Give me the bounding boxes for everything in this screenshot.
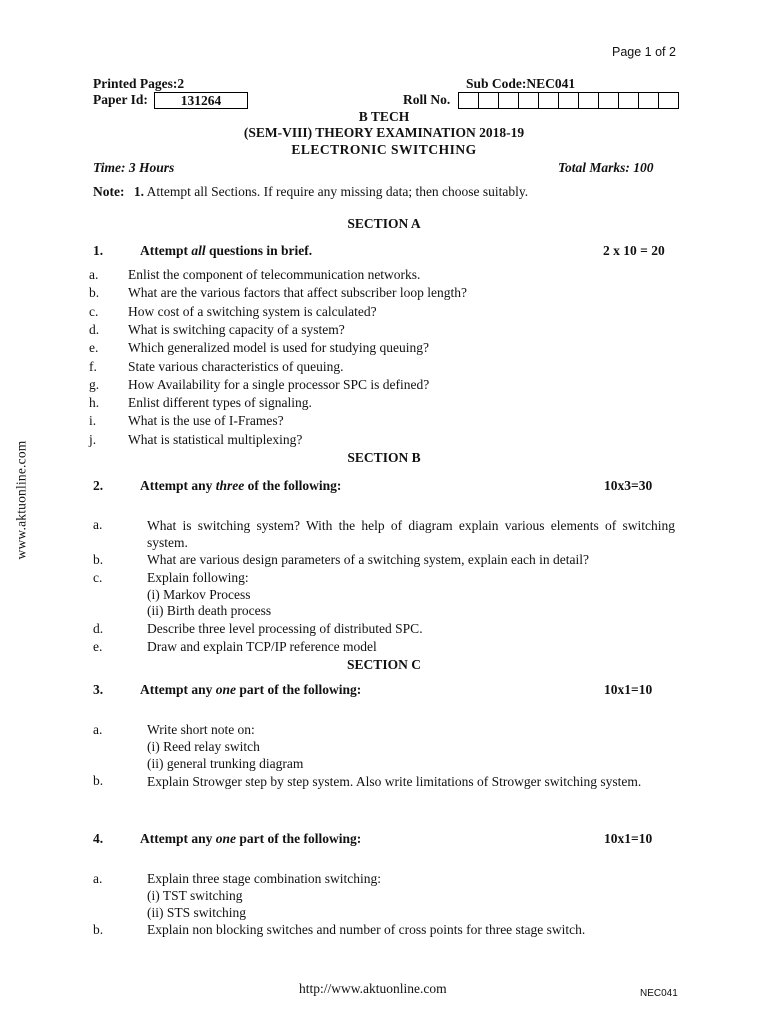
q2-label-b: b. xyxy=(93,552,104,567)
q4-item-b: Explain non blocking switches and number of cross points for three stage switch. xyxy=(147,922,586,937)
list-item-label: d. xyxy=(89,321,100,337)
exam-title: (SEM-VIII) THEORY EXAMINATION 2018-19 xyxy=(243,125,525,140)
q4-instruction: Attempt any one part of the following: xyxy=(140,831,362,846)
q3-item-a: Write short note on: xyxy=(147,722,255,737)
section-a-title: SECTION A xyxy=(347,216,421,231)
q1-instruction: Attempt all questions in brief. xyxy=(140,243,313,258)
q2-label-d: d. xyxy=(93,621,104,636)
q3-label-b: b. xyxy=(93,773,104,788)
list-item-label: i. xyxy=(89,413,97,429)
roll-no-label: Roll No. xyxy=(403,92,451,107)
side-watermark: www.aktuonline.com xyxy=(13,440,29,560)
paper-id-label: Paper Id: xyxy=(93,92,148,107)
list-item-text: What is statistical multiplexing? xyxy=(128,431,303,447)
q4-marks: 10x1=10 xyxy=(604,831,653,846)
total-marks: Total Marks: 100 xyxy=(558,160,654,175)
q2-label-a: a. xyxy=(93,517,103,532)
list-item-text: Enlist the component of telecommunication networks. xyxy=(128,267,421,282)
q2-number: 2. xyxy=(93,478,104,493)
list-item-label: h. xyxy=(89,395,100,411)
paper-id-box: 131264 xyxy=(154,92,248,109)
footer-url[interactable]: http://www.aktuonline.com xyxy=(299,981,447,996)
list-item-label: e. xyxy=(89,340,99,356)
q2-item-c: Explain following: xyxy=(147,570,249,585)
q2-item-c-sub2: (ii) Birth death process xyxy=(147,603,272,618)
q2-item-d: Describe three level processing of distributed SPC. xyxy=(147,621,423,636)
q1-number: 1. xyxy=(93,243,104,258)
q3-marks: 10x1=10 xyxy=(604,682,653,697)
list-item-label: b. xyxy=(89,285,100,301)
footer-code: NEC041 xyxy=(640,988,678,999)
printed-pages: Printed Pages:2 xyxy=(93,76,185,91)
q2-item-c-sub1: (i) Markov Process xyxy=(147,587,251,602)
list-item-text: How cost of a switching system is calculated? xyxy=(128,303,377,319)
q2-marks: 10x3=30 xyxy=(604,478,653,493)
list-item-text: Which generalized model is used for studying queuing? xyxy=(128,340,430,356)
q2-item-b: What are various design parameters of a switching system, explain each in detail? xyxy=(147,552,589,567)
q2-label-c: c. xyxy=(93,570,103,585)
q4-label-b: b. xyxy=(93,922,104,937)
q4-item-a-sub1: (i) TST switching xyxy=(147,888,243,903)
list-item-text: State various characteristics of queuing. xyxy=(128,358,344,374)
section-c-title: SECTION C xyxy=(347,657,421,672)
list-item-text: Enlist different types of signaling. xyxy=(128,395,312,411)
q3-instruction: Attempt any one part of the following: xyxy=(140,682,362,697)
note xyxy=(93,184,528,200)
q3-item-b: Explain Strowger step by step system. Also write limitations of Strowger switching system. xyxy=(147,774,642,789)
q1-marks: 2 x 10 = 20 xyxy=(603,243,665,258)
list-item-label: g. xyxy=(89,376,100,392)
note-number: 1. xyxy=(133,184,144,199)
program-title: B TECH xyxy=(358,109,410,124)
roll-no-boxes xyxy=(459,92,679,109)
q4-item-a: Explain three stage combination switching: xyxy=(147,871,381,886)
q2-item-a: What is switching system? With the help of diagram explain various elements of switching system. xyxy=(147,518,675,550)
q2-instruction: Attempt any three of the following: xyxy=(140,478,342,493)
q4-item-a-sub2: (ii) STS switching xyxy=(147,905,247,920)
q4-label-a: a. xyxy=(93,871,103,886)
note-text: Attempt all Sections. If require any missing data; then choose suitably. xyxy=(146,184,529,199)
list-item-text: How Availability for a single processor SPC is defined? xyxy=(128,376,430,392)
page-number: Page 1 of 2 xyxy=(612,45,676,59)
list-item-label: a. xyxy=(89,267,99,282)
time-allowed: Time: 3 Hours xyxy=(93,160,175,175)
subject-title: ELECTRONIC SWITCHING xyxy=(291,142,477,157)
q3-item-a-sub2: (ii) general trunking diagram xyxy=(147,756,304,771)
list-item-text: What are the various factors that affect subscriber loop length? xyxy=(128,285,467,301)
list-item-label: c. xyxy=(89,303,99,319)
q3-number: 3. xyxy=(93,682,104,697)
list-item-label: j. xyxy=(89,431,97,447)
sub-code: Sub Code:NEC041 xyxy=(466,76,576,91)
q3-item-a-sub1: (i) Reed relay switch xyxy=(147,739,260,754)
list-item-text: What is the use of I-Frames? xyxy=(128,413,284,429)
q2-label-e: e. xyxy=(93,639,103,654)
note-label: Note: xyxy=(93,184,125,199)
list-item-text: What is switching capacity of a system? xyxy=(128,321,345,337)
section-b-title: SECTION B xyxy=(347,450,421,465)
q3-label-a: a. xyxy=(93,722,103,737)
q2-item-e: Draw and explain TCP/IP reference model xyxy=(147,639,377,654)
list-item-label: f. xyxy=(89,358,97,374)
q4-number: 4. xyxy=(93,831,104,846)
